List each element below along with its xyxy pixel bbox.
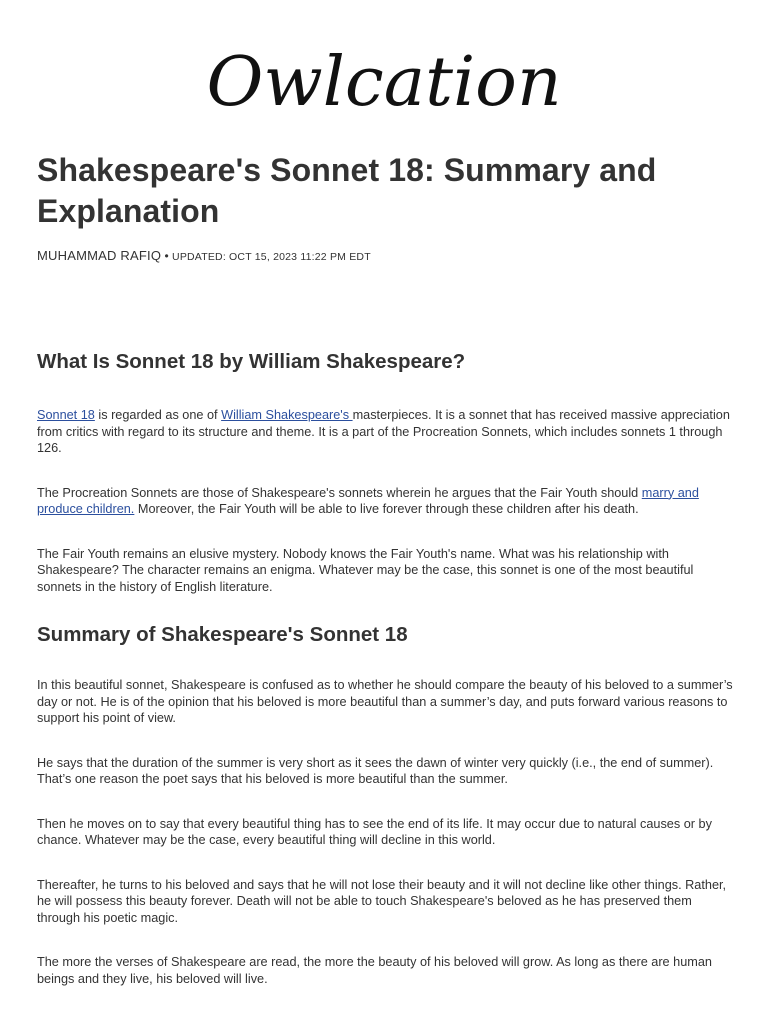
section-heading-what-is: What Is Sonnet 18 by William Shakespeare? xyxy=(37,350,466,373)
paragraph: In this beautiful sonnet, Shakespeare is confused as to whether he should compare the beauty of his beloved to a summer’s day or not. He is of the opinion that his beloved is more beautiful than a summer’s day, and puts forward various reasons to support his point of view. xyxy=(37,678,733,725)
site-header xyxy=(0,38,768,128)
paragraph xyxy=(37,407,735,457)
section-heading-summary: Summary of Shakespeare's Sonnet 18 xyxy=(37,623,408,646)
site-logo[interactable]: Owlcation xyxy=(206,43,562,122)
marry-produce-children-link[interactable]: marry and produce children. xyxy=(37,485,699,516)
paragraph xyxy=(37,485,735,518)
paragraph: Then he moves on to say that every beautiful thing has to see the end of its life. It may occur due to natural causes or by chance. Whatever may be the case, every beautiful thing will decline in this world. xyxy=(37,816,712,847)
updated-date: UPDATED: OCT 15, 2023 11:22 PM EDT xyxy=(172,251,371,263)
paragraph-text: is regarded as one of xyxy=(94,408,222,422)
article xyxy=(37,150,735,987)
paragraph-text: masterpieces. It is a sonnet that has received massive appreciation from critics with regard to its structure and theme. It is a part of the Procreation Sonnets, which includes sonnets 1 through 126. xyxy=(37,408,730,455)
sonnet-18-link[interactable]: Sonnet 18 xyxy=(37,408,95,422)
paragraph-text: The Procreation Sonnets are those of Shakespeare's sonnets wherein he argues that the Fair Youth should xyxy=(37,485,642,500)
byline xyxy=(37,248,735,265)
byline-separator: • xyxy=(164,249,169,263)
article-title: Shakespeare's Sonnet 18: Summary and Explanation xyxy=(37,152,657,229)
paragraph: He says that the duration of the summer is very short as it sees the dawn of winter very quickly (i.e., the end of summer). That’s one reason the poet says that his beloved is more beautiful than the summer. xyxy=(37,755,714,786)
william-shakespeare-link[interactable]: William Shakespeare's xyxy=(221,408,353,422)
paragraph: The more the verses of Shakespeare are read, the more the beauty of his beloved will grow. As long as there are human beings and they live, his beloved will live. xyxy=(37,955,712,986)
paragraph: Thereafter, he turns to his beloved and says that he will not lose their beauty and it will not decline like other things. Rather, he will possess this beauty forever. Death will not be able to touch Shakespeare's beloved as he has preserved them through his poetic magic. xyxy=(37,877,727,925)
paragraph: The Fair Youth remains an elusive mystery. Nobody knows the Fair Youth's name. What was his relationship with Shakespeare? The character remains an enigma. Whatever may be the case, this sonnet is one of the most beautiful sonnets in the history of English literature. xyxy=(37,546,694,594)
author-name[interactable]: MUHAMMAD RAFIQ xyxy=(37,248,162,263)
paragraph-text: Moreover, the Fair Youth will be able to live forever through these children after his death. xyxy=(134,502,639,516)
